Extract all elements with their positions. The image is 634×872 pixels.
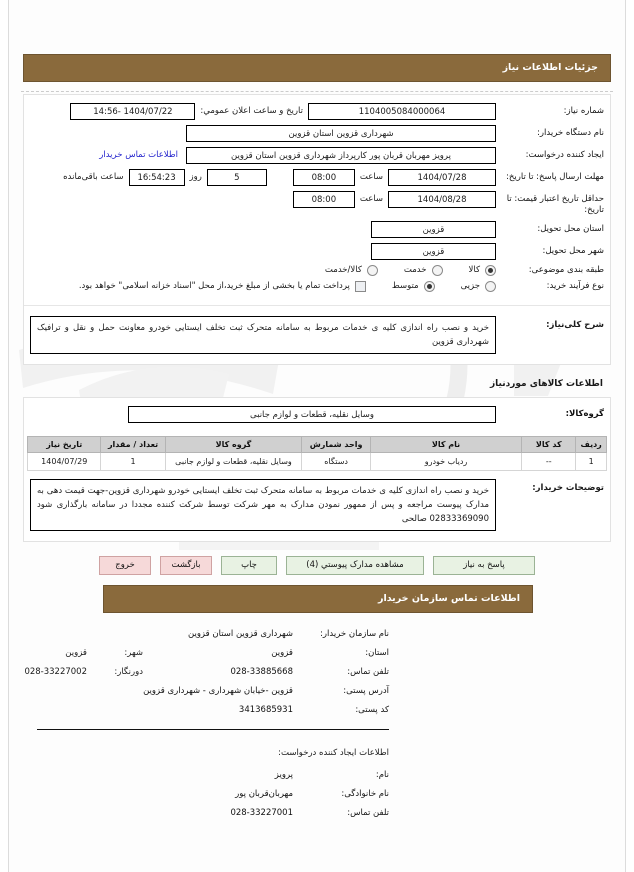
- summary-value[interactable]: خرید و نصب راه اندازی کلیه ی خدمات مربوط به سامانه متحرک ثبت تخلف ایستایی خودرو معاونت حمل و نقل و ترافیک شهرداری قزوین: [30, 316, 496, 354]
- price-validity-row: [30, 191, 604, 216]
- price-validity-label: حداقل تاریخ اعتبار قیمت: تا تاریخ:: [506, 194, 604, 215]
- reply-deadline-label: مهلت ارسال پاسخ: تا تاریخ:: [506, 172, 604, 182]
- price-validity-hour-label: ساعت: [359, 194, 383, 204]
- contact-city-label: شهر:: [124, 647, 143, 658]
- price-validity-hour[interactable]: 08:00: [293, 191, 355, 208]
- radio-subject-kala[interactable]: [469, 265, 496, 276]
- creator-value[interactable]: پرویز مهربان قربان پور کارپرداز شهرداری قزوین استان قزوین: [186, 147, 496, 164]
- view-attachments-button[interactable]: مشاهده مدارک پیوستي (4): [286, 556, 424, 575]
- radio-purchase-jozee[interactable]: [461, 281, 496, 292]
- page-container: [8, 0, 626, 872]
- radio-dot-icon: [485, 265, 496, 276]
- reply-deadline-hour-label: ساعت: [359, 172, 383, 182]
- requester-firstname-label: نام:: [375, 769, 389, 780]
- contact-phone-value: 028-33885668: [230, 666, 293, 677]
- buyer-contact-header: اطلاعات تماس سازمان خریدار: [103, 585, 533, 613]
- contact-address-row: [9, 686, 625, 696]
- th-radif: ردیف: [576, 436, 607, 452]
- cell-group: وسایل نقلیه، قطعات و لوازم جانبی: [165, 452, 302, 470]
- delivery-city-value[interactable]: قزوین: [371, 243, 496, 260]
- contact-org-label: نام سازمان خریدار:: [320, 628, 389, 639]
- requester-phone-value: 028-33227001: [230, 807, 293, 818]
- need-details-header: جزئیات اطلاعات نیاز: [23, 54, 611, 82]
- requester-firstname-row: [9, 770, 625, 780]
- contact-phone-row: [9, 667, 625, 677]
- exit-button[interactable]: خروج: [99, 556, 151, 575]
- goods-group-row: [30, 406, 604, 423]
- contact-postal-row: [9, 705, 625, 715]
- radio-subject-khedmat[interactable]: [404, 265, 443, 276]
- contact-province-value: قزوین: [271, 647, 293, 658]
- action-button-bar: [9, 556, 625, 575]
- contact-province-row: [9, 648, 625, 658]
- cell-radif: 1: [576, 452, 607, 470]
- summary-row: [24, 306, 610, 364]
- goods-table: [27, 436, 607, 471]
- summary-label: شرح کلی‌نیاز:: [546, 319, 604, 330]
- need-number-value[interactable]: 1104005084000064: [308, 103, 496, 120]
- subject-class-label: طبقه بندی موضوعی:: [528, 264, 604, 275]
- contact-city-value: قزوین: [65, 647, 87, 658]
- cell-need-date: 1404/07/29: [28, 452, 101, 470]
- cell-qty: 1: [101, 452, 165, 470]
- reply-deadline-hour[interactable]: 08:00: [293, 169, 355, 186]
- requester-firstname-value: پرویز: [274, 769, 293, 780]
- contact-phone-label: تلفن تماس:: [347, 666, 389, 677]
- remaining-time-value[interactable]: 16:54:23: [129, 169, 185, 186]
- requester-lastname-value: مهربان‌قربان پور: [235, 788, 293, 799]
- radio-label: کالا/خدمت: [324, 265, 362, 276]
- radio-purchase-motavaset[interactable]: [392, 281, 435, 292]
- reply-deadline-row: [30, 169, 604, 186]
- announce-datetime-value[interactable]: 1404/07/22 -14:56: [70, 103, 195, 120]
- treasury-note-checkbox-group[interactable]: [79, 281, 366, 292]
- creator-label: ایجاد کننده درخواست:: [525, 150, 604, 160]
- radio-label: کالا: [468, 265, 480, 276]
- delivery-province-value[interactable]: قزوین: [371, 221, 496, 238]
- table-row: [28, 452, 607, 470]
- top-divider: [21, 91, 613, 92]
- radio-label: جزیی: [460, 281, 480, 292]
- goods-group-label: گروه‌کالا:: [565, 408, 604, 419]
- need-details-card: [23, 94, 611, 365]
- announce-datetime-label: تاریخ و ساعت اعلان عمومي:: [200, 106, 303, 116]
- creator-row: [30, 147, 604, 164]
- delivery-city-label: شهر محل تحویل:: [542, 245, 604, 256]
- requester-lastname-row: [9, 789, 625, 799]
- buyer-notes-value[interactable]: خرید و نصب راه اندازی کلیه ی خدمات مربوط به سامانه متحرک ثبت تخلف ایستایی خودرو شهرداری قزوین-جهت قیمت دهی به مدارک پیوست مراجعه و پس از ممهور نمودن مدارک به مهر شرکت توسط شرکت کننده مجددا در سامانه بارگذاری شود 02833369090 صالحی: [30, 479, 496, 531]
- buyer-notes-row: [24, 471, 610, 541]
- buyer-contact-link[interactable]: اطلاعات تماس خریدار: [99, 150, 178, 160]
- print-button[interactable]: چاپ: [221, 556, 277, 575]
- requester-lastname-label: نام خانوادگی:: [341, 788, 389, 799]
- contact-fax-label: دورنگار:: [114, 666, 143, 677]
- buyer-contact-block: [9, 629, 625, 818]
- need-number-row: [30, 103, 604, 120]
- goods-group-value[interactable]: وسایل نقلیه، قطعات و لوازم جانبی: [128, 406, 496, 423]
- buyer-notes-label: توضیحات خریدار:: [532, 482, 604, 493]
- contact-address-value: قزوین -خیابان شهرداری - شهرداری قزوین: [143, 685, 293, 696]
- radio-subject-kala-khedmat[interactable]: [325, 265, 378, 276]
- contact-org-row: [9, 629, 625, 639]
- purchase-type-label: نوع فرآیند خرید:: [546, 280, 604, 291]
- contact-province-label: استان:: [365, 647, 389, 658]
- cell-unit: دستگاه: [302, 452, 371, 470]
- delivery-province-row: [30, 221, 604, 238]
- answer-need-button[interactable]: پاسخ به نیاز: [433, 556, 535, 575]
- remaining-days-unit: روز: [189, 172, 202, 182]
- subject-class-row: [30, 265, 604, 276]
- th-name: نام کالا: [370, 436, 521, 452]
- section-separator: [37, 729, 389, 730]
- requester-info-title: اطلاعات ایجاد کننده درخواست:: [278, 747, 389, 758]
- goods-info-title: اطلاعات کالاهای موردنیاز: [489, 378, 603, 389]
- radio-dot-icon: [485, 281, 496, 292]
- radio-dot-icon: [432, 265, 443, 276]
- requester-phone-label: تلفن تماس:: [347, 807, 389, 818]
- buyer-org-row: [30, 125, 604, 142]
- delivery-city-row: [30, 243, 604, 260]
- back-button[interactable]: بازگشت: [160, 556, 212, 575]
- cell-name: ردیاب خودرو: [370, 452, 521, 470]
- delivery-province-label: استان محل تحویل:: [537, 223, 604, 234]
- buyer-org-value[interactable]: شهرداری قزوین استان قزوین: [186, 125, 496, 142]
- need-number-label: شماره نیاز:: [563, 106, 604, 116]
- requester-phone-row: [9, 808, 625, 818]
- table-header-row: [28, 436, 607, 452]
- remaining-time-label: ساعت باقی‌مانده: [63, 172, 124, 182]
- buyer-org-label: نام دستگاه خریدار:: [537, 128, 604, 138]
- price-validity-date[interactable]: 1404/08/28: [388, 191, 496, 208]
- contact-postal-label: کد پستی:: [355, 704, 389, 715]
- remaining-days-value[interactable]: 5: [207, 169, 267, 186]
- th-group: گروه کالا: [165, 436, 302, 452]
- radio-label: متوسط: [391, 281, 419, 292]
- radio-label: خدمت: [403, 265, 427, 276]
- cell-code: --: [522, 452, 576, 470]
- contact-postal-value: 3413685931: [238, 704, 293, 715]
- th-code: کد کالا: [522, 436, 576, 452]
- th-qty: تعداد / مقدار: [101, 436, 165, 452]
- reply-deadline-date[interactable]: 1404/07/28: [388, 169, 496, 186]
- checkbox-icon[interactable]: [355, 281, 366, 292]
- treasury-note-label: پرداخت تمام یا بخشی از مبلغ خرید،از محل "اسناد خزانه اسلامی" خواهد بود.: [78, 281, 350, 292]
- contact-org-value: شهرداری قزوین استان قزوین: [187, 628, 293, 639]
- th-unit: واحد شمارش: [302, 436, 371, 452]
- radio-dot-icon: [367, 265, 378, 276]
- goods-card: [23, 397, 611, 542]
- radio-dot-icon: [424, 281, 435, 292]
- th-need-date: تاریخ نیاز: [28, 436, 101, 452]
- contact-address-label: آدرس پستی:: [343, 685, 389, 696]
- contact-fax-value: 028-33227002: [24, 666, 87, 677]
- purchase-type-row: [30, 281, 604, 292]
